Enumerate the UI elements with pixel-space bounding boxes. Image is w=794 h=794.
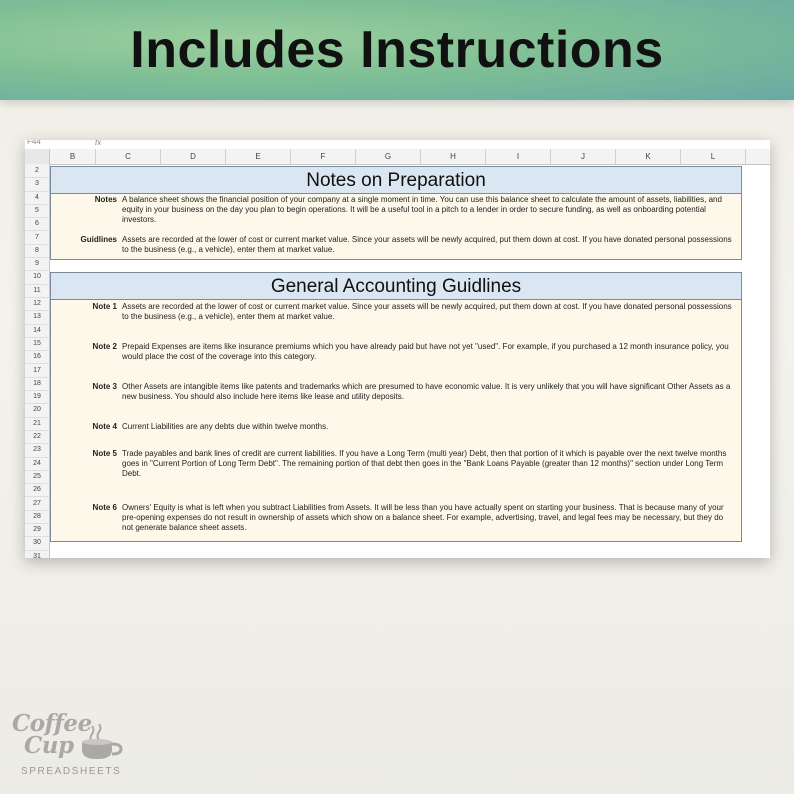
row-header[interactable]: 23 — [25, 443, 49, 457]
column-header[interactable]: B — [50, 149, 96, 164]
row-header[interactable]: 27 — [25, 497, 49, 511]
note-text: Assets are recorded at the lower of cost or current market value. Since your assets will be newly acquired, put them down at cost. If you have donated personal possessions to the business (e.g., a vehicle), enter them at market value. — [122, 302, 732, 322]
row-header[interactable]: 12 — [25, 297, 49, 311]
row-header[interactable]: 5 — [25, 204, 49, 218]
row-header[interactable]: 6 — [25, 217, 49, 231]
note-label: Note 6 — [92, 503, 117, 512]
row-header[interactable]: 8 — [25, 244, 49, 258]
cell-reference[interactable]: F44 — [27, 140, 41, 146]
coffee-cup-icon — [78, 722, 126, 762]
row-header[interactable]: 20 — [25, 403, 49, 417]
row-header[interactable]: 18 — [25, 377, 49, 391]
row-header[interactable]: 13 — [25, 310, 49, 324]
column-header[interactable]: E — [226, 149, 291, 164]
note-text: Assets are recorded at the lower of cost or current market value. Since your assets will be newly acquired, put them down at cost. If you have donated personal possessions to the business (e.g., a vehicle), enter them at market value. — [122, 235, 732, 255]
row-header[interactable]: 15 — [25, 337, 49, 351]
coffee-cup-logo — [12, 708, 132, 780]
note-text: A balance sheet shows the financial position of your company at a single moment in time. You can use this balance sheet to calculate the amount of assets, liabilities, and equity in your business on the day you plan to begin operations. It will be a useful tool in a pitch to a lender in order to secure funding, as well as onboarding potential investors. — [122, 195, 722, 225]
logo-tagline: SPREADSHEETS — [21, 766, 122, 777]
row-header[interactable]: 2 — [25, 164, 49, 178]
row-header[interactable]: 10 — [25, 270, 49, 284]
note-label: Note 5 — [92, 449, 117, 458]
banner — [0, 0, 794, 100]
column-header[interactable]: K — [616, 149, 681, 164]
column-header[interactable]: J — [551, 149, 616, 164]
row-header[interactable]: 19 — [25, 390, 49, 404]
panel-title: Notes on Preparation — [51, 167, 741, 194]
row-header[interactable]: 4 — [25, 191, 49, 205]
row-header[interactable]: 11 — [25, 284, 49, 298]
notes-on-preparation-panel — [50, 166, 742, 260]
row-header[interactable]: 24 — [25, 457, 49, 471]
row-header[interactable]: 26 — [25, 483, 49, 497]
row-header[interactable]: 31 — [25, 550, 49, 558]
column-header[interactable]: G — [356, 149, 421, 164]
spreadsheet — [25, 140, 770, 558]
note-label: Note 4 — [92, 422, 117, 431]
row-header[interactable]: 17 — [25, 364, 49, 378]
note-label: Guidlines — [80, 235, 117, 244]
panel-title: General Accounting Guidlines — [51, 273, 741, 300]
row-header[interactable]: 16 — [25, 350, 49, 364]
row-header[interactable]: 25 — [25, 470, 49, 484]
note-text: Trade payables and bank lines of credit are current liabilities. If you have a Long Term (multi year) Debt, then that portion of it which is payable over the next twelve months goes in "Current Portion of Long Term Debt". The remaining portion of that debt then goes in the "Bank Loans Payable (greater than 12 months)" section under Long Term Debt. — [122, 449, 727, 479]
row-header[interactable]: 29 — [25, 523, 49, 537]
row-header[interactable]: 7 — [25, 231, 49, 245]
note-text: Other Assets are intangible items like patents and trademarks which are presumed to have economic value. It is very unlikely that you will have significant Other Assets as a new business. You should also include here items like lease and utility deposits. — [122, 382, 731, 402]
note-label: Note 1 — [92, 302, 117, 311]
note-label: Note 3 — [92, 382, 117, 391]
general-accounting-panel — [50, 272, 742, 542]
banner-title: Includes Instructions — [130, 21, 664, 79]
row-header[interactable]: 3 — [25, 177, 49, 191]
fx-icon: fx — [95, 140, 102, 147]
row-header[interactable]: 28 — [25, 510, 49, 524]
column-header[interactable]: C — [96, 149, 161, 164]
row-header[interactable]: 21 — [25, 417, 49, 431]
select-all-corner[interactable] — [25, 149, 50, 164]
column-headers — [25, 149, 770, 165]
row-header[interactable]: 9 — [25, 257, 49, 271]
column-header[interactable]: I — [486, 149, 551, 164]
note-label: Notes — [94, 195, 117, 204]
row-header[interactable]: 22 — [25, 430, 49, 444]
column-header[interactable]: L — [681, 149, 746, 164]
column-header[interactable]: D — [161, 149, 226, 164]
note-text: Owners' Equity is what is left when you subtract Liabilities from Assets. It will be less than you have actually spent on starting your business. That is because many of your pre-opening expenses do not result in ownership of assets which show on a balance sheet. For example, advertising, travel, and legal fees may be necessary, but they do not generate balance sheet assets. — [122, 503, 724, 533]
note-text: Prepaid Expenses are items like insurance premiums which you have already paid but have not yet "used". For example, if you purchased a 12 month insurance policy, you would place the cost of the coverage into this category. — [122, 342, 729, 362]
row-headers — [25, 164, 50, 558]
column-header[interactable]: H — [421, 149, 486, 164]
logo-word-coffee: Coffee — [12, 710, 92, 737]
column-header[interactable]: F — [291, 149, 356, 164]
logo-word-cup: Cup — [24, 732, 74, 759]
note-text: Current Liabilities are any debts due within twelve months. — [122, 422, 329, 431]
row-header[interactable]: 14 — [25, 324, 49, 338]
note-label: Note 2 — [92, 342, 117, 351]
row-header[interactable]: 30 — [25, 536, 49, 550]
